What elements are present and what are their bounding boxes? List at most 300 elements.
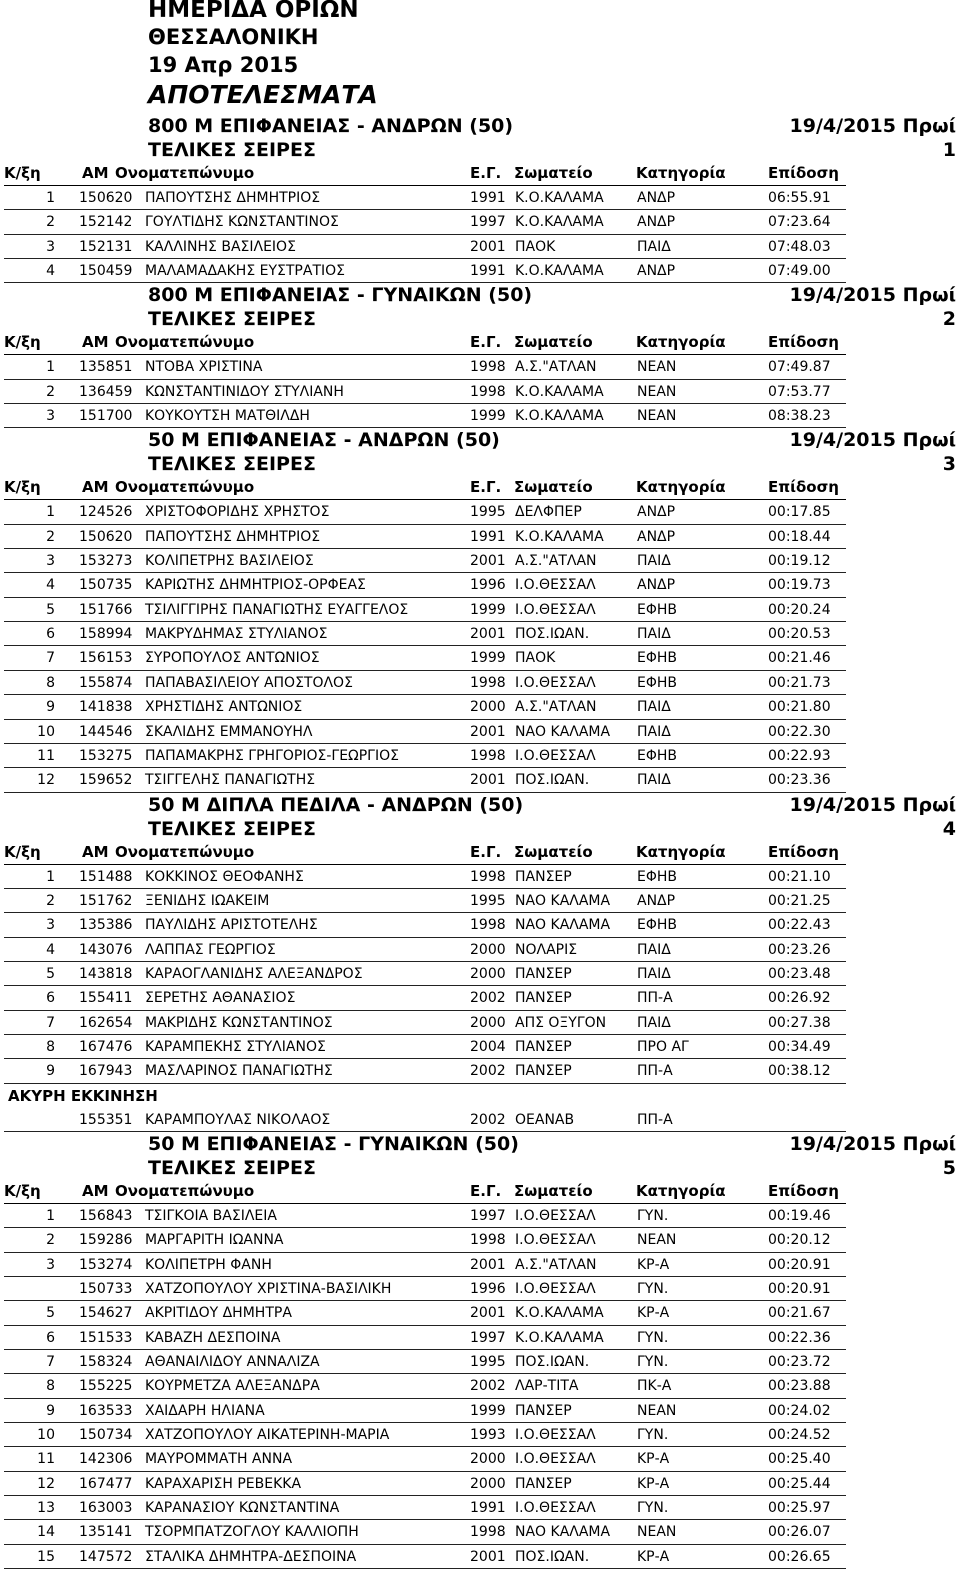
column-time: Επίδοση bbox=[768, 333, 839, 352]
result-row bbox=[0, 695, 960, 719]
cell-club: ΠΑΝΣΕΡ bbox=[515, 990, 572, 1007]
result-row bbox=[0, 1350, 960, 1374]
cell-rank: 12 bbox=[37, 1475, 55, 1492]
cell-rank: 13 bbox=[37, 1500, 55, 1517]
event-subtitle: ΤΕΛΙΚΕΣ ΣΕΙΡΕΣ bbox=[148, 308, 316, 331]
event-number: 2 bbox=[942, 308, 956, 331]
column-category: Κατηγορία bbox=[636, 164, 726, 182]
cell-category: ΚΡ-Α bbox=[637, 1475, 670, 1492]
cell-rank: 6 bbox=[46, 1329, 55, 1346]
cell-club: Κ.Ο.ΚΑΛΑΜΑ bbox=[515, 383, 604, 400]
cell-time: 00:24.52 bbox=[768, 1427, 831, 1444]
cell-time: 07:53.77 bbox=[768, 383, 831, 400]
cell-name: ΚΑΒΑΖΗ ΔΕΣΠΟΙΝΑ bbox=[145, 1329, 281, 1346]
cell-rank: 4 bbox=[46, 577, 55, 594]
cell-rank: 4 bbox=[46, 263, 55, 280]
cell-club: Ι.Ο.ΘΕΣΣΑΛ bbox=[515, 577, 596, 594]
column-club: Σωματείο bbox=[514, 1181, 593, 1200]
event-subtitle: ΤΕΛΙΚΕΣ ΣΕΙΡΕΣ bbox=[148, 1156, 316, 1179]
cell-name: ΧΡΙΣΤΟΦΟΡΙΔΗΣ ΧΡΗΣΤΟΣ bbox=[145, 504, 330, 521]
cell-category: ΝΕΑΝ bbox=[637, 408, 677, 425]
cell-time: 00:21.25 bbox=[768, 892, 831, 909]
cell-rank: 3 bbox=[46, 917, 55, 934]
cell-name: ΑΘΑΝΑΙΛΙΔΟΥ ΑΝΝΑΛΙΖΑ bbox=[145, 1354, 320, 1371]
cell-name: ΚΩΝΣΤΑΝΤΙΝΙΔΟΥ ΣΤΥΛΙΑΝΗ bbox=[145, 383, 344, 400]
cell-rank: 5 bbox=[46, 965, 55, 982]
cell-rank: 3 bbox=[46, 553, 55, 570]
cell-club: ΠΑΟΚ bbox=[515, 238, 556, 255]
cell-time: 00:26.65 bbox=[768, 1548, 831, 1565]
cell-club: Α.Σ."ΑΤΛΑΝ bbox=[515, 359, 597, 376]
cell-year: 2000 bbox=[470, 965, 506, 982]
result-row bbox=[0, 646, 960, 670]
column-year: Ε.Γ. bbox=[470, 333, 502, 352]
cell-am: 152142 bbox=[79, 214, 133, 231]
event-number: 1 bbox=[942, 139, 956, 161]
cell-club: Α.Σ."ΑΤΛΑΝ bbox=[515, 553, 597, 570]
cell-time: 00:18.44 bbox=[768, 528, 831, 545]
event-date: 19/4/2015 Πρωί bbox=[789, 1132, 956, 1155]
cell-club: ΝΑΟ ΚΑΛΑΜΑ bbox=[515, 917, 611, 934]
cell-category: ΓΥΝ. bbox=[637, 1329, 669, 1346]
cell-category: ΕΦΗΒ bbox=[637, 601, 677, 618]
cell-year: 2001 bbox=[470, 772, 506, 789]
column-header bbox=[4, 476, 846, 500]
cell-year: 1995 bbox=[470, 504, 506, 521]
cell-rank: 1 bbox=[46, 504, 55, 521]
cell-rank: 1 bbox=[46, 190, 55, 206]
column-time: Επίδοση bbox=[768, 1181, 839, 1200]
cell-year: 1991 bbox=[470, 263, 506, 280]
cell-am: 151488 bbox=[79, 868, 133, 885]
cell-time: 00:38.12 bbox=[768, 1063, 831, 1080]
cell-category: ΑΝΔΡ bbox=[637, 190, 676, 206]
cell-year: 2001 bbox=[470, 553, 506, 570]
cell-category: ΠΡΟ ΑΓ bbox=[637, 1038, 689, 1055]
cell-club: Κ.Ο.ΚΑΛΑΜΑ bbox=[515, 1329, 604, 1346]
cell-rank: 1 bbox=[46, 359, 55, 376]
cell-club: Ι.Ο.ΘΕΣΣΑΛ bbox=[515, 1427, 596, 1444]
cell-am: 150620 bbox=[79, 528, 133, 545]
result-row bbox=[0, 1472, 960, 1496]
cell-time: 00:34.49 bbox=[768, 1038, 831, 1055]
result-row bbox=[0, 355, 960, 379]
cell-club: Κ.Ο.ΚΑΛΑΜΑ bbox=[515, 263, 604, 280]
result-row bbox=[0, 720, 960, 744]
cell-name: ΚΑΡΑΝΑΣΙΟΥ ΚΩΝΣΤΑΝΤΙΝΑ bbox=[145, 1500, 340, 1517]
column-time: Επίδοση bbox=[768, 478, 839, 497]
result-row bbox=[0, 1520, 960, 1544]
result-row bbox=[0, 622, 960, 646]
cell-time: 00:17.85 bbox=[768, 504, 831, 521]
result-row bbox=[0, 986, 960, 1010]
cell-rank: 7 bbox=[46, 1014, 55, 1031]
cell-name: ΜΑΣΛΑΡΙΝΟΣ ΠΑΝΑΓΙΩΤΗΣ bbox=[145, 1063, 333, 1080]
cell-am: 155411 bbox=[79, 990, 133, 1007]
cell-rank: 10 bbox=[37, 1427, 55, 1444]
city-label: ΘΕΣΣΑΛΟΝΙΚΗ bbox=[148, 25, 319, 49]
cell-am: 147572 bbox=[79, 1548, 133, 1565]
cell-club: ΠΑΝΣΕΡ bbox=[515, 1475, 572, 1492]
column-header bbox=[4, 1180, 846, 1204]
cell-name: ΚΑΡΑΟΓΛΑΝΙΔΗΣ ΑΛΕΞΑΝΔΡΟΣ bbox=[145, 965, 363, 982]
cell-category: ΕΦΗΒ bbox=[637, 747, 677, 764]
cell-category: ΕΦΗΒ bbox=[637, 674, 677, 691]
result-row bbox=[0, 938, 960, 962]
cell-rank: 8 bbox=[46, 1038, 55, 1055]
cell-year: 1996 bbox=[470, 577, 506, 594]
cell-name: ΠΑΠΟΥΤΣΗΣ ΔΗΜΗΤΡΙΟΣ bbox=[145, 190, 321, 206]
result-row bbox=[0, 1399, 960, 1423]
cell-name: ΤΣΙΓΓΕΛΗΣ ΠΑΝΑΓΙΩΤΗΣ bbox=[145, 772, 316, 789]
event-block bbox=[0, 114, 960, 283]
column-am: ΑΜ bbox=[82, 842, 109, 861]
cell-name: ΠΑΠΟΥΤΣΗΣ ΔΗΜΗΤΡΙΟΣ bbox=[145, 528, 321, 545]
cell-club: ΝΑΟ ΚΑΛΑΜΑ bbox=[515, 892, 611, 909]
cell-rank: 15 bbox=[37, 1548, 55, 1565]
cell-year: 1998 bbox=[470, 359, 506, 376]
cell-category: ΠΑΙΔ bbox=[637, 238, 671, 255]
event-title: 50 Μ ΕΠΙΦΑΝΕΙΑΣ - ΑΝΔΡΩΝ (50) bbox=[148, 429, 500, 452]
cell-category: ΝΕΑΝ bbox=[637, 383, 677, 400]
cell-club: Κ.Ο.ΚΑΛΑΜΑ bbox=[515, 408, 604, 425]
cell-year: 2001 bbox=[470, 723, 506, 740]
cell-year: 1997 bbox=[470, 1329, 506, 1346]
column-rank: Κ/ξη bbox=[4, 842, 41, 861]
cell-year: 1991 bbox=[470, 1500, 506, 1517]
cell-name: ΧΑΙΔΑΡΗ ΗΛΙΑΝΑ bbox=[145, 1402, 265, 1419]
cell-am: 151700 bbox=[79, 408, 133, 425]
column-year: Ε.Γ. bbox=[470, 164, 502, 182]
cell-rank: 5 bbox=[46, 1305, 55, 1322]
column-name: Ονοματεπώνυμο bbox=[115, 1181, 255, 1200]
cell-year: 1998 bbox=[470, 868, 506, 885]
cell-club: ΝΑΟ ΚΑΛΑΜΑ bbox=[515, 1524, 611, 1541]
cell-category: ΚΡ-Α bbox=[637, 1256, 670, 1273]
cell-category: ΠΚ-Α bbox=[637, 1378, 672, 1395]
cell-category: ΕΦΗΒ bbox=[637, 917, 677, 934]
cell-year: 2000 bbox=[470, 941, 506, 958]
column-year: Ε.Γ. bbox=[470, 842, 502, 861]
cell-am: 167477 bbox=[79, 1475, 133, 1492]
column-rank: Κ/ξη bbox=[4, 164, 41, 182]
cell-name: ΞΕΝΙΔΗΣ ΙΩΑΚΕΙΜ bbox=[145, 892, 270, 909]
cell-name: ΚΑΡΙΩΤΗΣ ΔΗΜΗΤΡΙΟΣ-ΟΡΦΕΑΣ bbox=[145, 577, 366, 594]
cell-category: ΠΑΙΔ bbox=[637, 772, 671, 789]
cell-time: 00:23.48 bbox=[768, 965, 831, 982]
cell-am: 163533 bbox=[79, 1402, 133, 1419]
cell-category: ΝΕΑΝ bbox=[637, 359, 677, 376]
result-row bbox=[0, 235, 960, 259]
cell-category: ΚΡ-Α bbox=[637, 1305, 670, 1322]
cell-name: ΠΑΠΑΒΑΣΙΛΕΙΟΥ ΑΠΟΣΤΟΛΟΣ bbox=[145, 674, 353, 691]
result-row bbox=[0, 525, 960, 549]
event-block bbox=[0, 793, 960, 1132]
cell-category: ΑΝΔΡ bbox=[637, 577, 676, 594]
cell-rank: 2 bbox=[46, 528, 55, 545]
cell-club: ΠΑΝΣΕΡ bbox=[515, 1038, 572, 1055]
cell-time: 00:21.80 bbox=[768, 699, 831, 716]
cell-time: 08:38.23 bbox=[768, 408, 831, 425]
cell-year: 2002 bbox=[470, 1111, 506, 1128]
cell-year: 1997 bbox=[470, 214, 506, 231]
cell-name: ΝΤΟΒΑ ΧΡΙΣΤΙΝΑ bbox=[145, 359, 263, 376]
cell-year: 2000 bbox=[470, 699, 506, 716]
cell-club: Κ.Ο.ΚΑΛΑΜΑ bbox=[515, 1305, 604, 1322]
event-note-line bbox=[0, 1084, 960, 1108]
result-row bbox=[0, 404, 960, 428]
cell-name: ΤΣΟΡΜΠΑΤΖΟΓΛΟΥ ΚΑΛΛΙΟΠΗ bbox=[145, 1524, 359, 1541]
cell-am: 150733 bbox=[79, 1281, 133, 1297]
cell-rank: 1 bbox=[46, 868, 55, 885]
cell-am: 135386 bbox=[79, 917, 133, 934]
results-heading: ΑΠΟΤΕΛΕΣΜΑΤΑ bbox=[148, 80, 378, 109]
cell-rank: 8 bbox=[46, 1378, 55, 1395]
cell-am: 152131 bbox=[79, 238, 133, 255]
result-row bbox=[0, 573, 960, 597]
cell-rank: 14 bbox=[37, 1524, 55, 1541]
cell-club: Κ.Ο.ΚΑΛΑΜΑ bbox=[515, 528, 604, 545]
cell-time: 00:20.91 bbox=[768, 1281, 831, 1297]
cell-category: ΝΕΑΝ bbox=[637, 1524, 677, 1541]
event-subtitle: ΤΕΛΙΚΕΣ ΣΕΙΡΕΣ bbox=[148, 139, 316, 161]
cell-year: 2001 bbox=[470, 626, 506, 643]
cell-am: 150459 bbox=[79, 263, 133, 280]
event-number: 3 bbox=[942, 453, 956, 476]
result-row bbox=[0, 1035, 960, 1059]
cell-year: 1998 bbox=[470, 383, 506, 400]
cell-year: 2000 bbox=[470, 1475, 506, 1492]
result-row bbox=[0, 500, 960, 524]
cell-year: 1997 bbox=[470, 1207, 506, 1224]
cell-am: 150734 bbox=[79, 1427, 133, 1444]
cell-category: ΑΝΔΡ bbox=[637, 528, 676, 545]
cell-category: ΠΑΙΔ bbox=[637, 626, 671, 643]
column-club: Σωματείο bbox=[514, 478, 593, 497]
cell-name: ΚΟΛΙΠΕΤΡΗ ΦΑΝΗ bbox=[145, 1256, 272, 1273]
cell-rank: 6 bbox=[46, 990, 55, 1007]
column-rank: Κ/ξη bbox=[4, 333, 41, 352]
cell-am: 156153 bbox=[79, 650, 133, 667]
event-subtitle-line bbox=[0, 817, 960, 841]
cell-rank: 9 bbox=[46, 1402, 55, 1419]
event-number: 4 bbox=[942, 817, 956, 840]
cell-name: ΤΣΙΓΚΟΙΑ ΒΑΣΙΛΕΙΑ bbox=[145, 1207, 277, 1224]
cell-time: 06:55.91 bbox=[768, 190, 831, 206]
column-time: Επίδοση bbox=[768, 842, 839, 861]
result-row bbox=[0, 1326, 960, 1350]
column-header bbox=[4, 331, 846, 355]
cell-time: 07:23.64 bbox=[768, 214, 831, 231]
event-date: 19/4/2015 Πρωί bbox=[789, 284, 956, 307]
cell-am: 143076 bbox=[79, 941, 133, 958]
result-row bbox=[0, 744, 960, 768]
cell-club: ΠΑΟΚ bbox=[515, 650, 556, 667]
result-row bbox=[0, 1545, 960, 1569]
cell-club: Ι.Ο.ΘΕΣΣΑΛ bbox=[515, 601, 596, 618]
cell-am: 142306 bbox=[79, 1451, 133, 1468]
cell-name: ΜΑΥΡΟΜΜΑΤΗ ΑΝΝΑ bbox=[145, 1451, 293, 1468]
column-category: Κατηγορία bbox=[636, 478, 726, 497]
cell-category: ΑΝΔΡ bbox=[637, 504, 676, 521]
events-container bbox=[0, 114, 960, 1569]
cell-am: 135141 bbox=[79, 1524, 133, 1541]
cell-year: 2002 bbox=[470, 1378, 506, 1395]
cell-club: ΠΑΝΣΕΡ bbox=[515, 1063, 572, 1080]
cell-time: 00:24.02 bbox=[768, 1402, 831, 1419]
cell-year: 1998 bbox=[470, 747, 506, 764]
cell-am: 150735 bbox=[79, 577, 133, 594]
cell-am: 153273 bbox=[79, 553, 133, 570]
column-category: Κατηγορία bbox=[636, 333, 726, 352]
cell-category: ΠΑΙΔ bbox=[637, 1014, 671, 1031]
event-subtitle-line bbox=[0, 452, 960, 476]
column-header bbox=[4, 162, 846, 186]
cell-club: ΠΟΣ.ΙΩΑΝ. bbox=[515, 626, 590, 643]
document-title: ΗΜΕΡΙΔΑ ΟΡΙΩΝ bbox=[148, 0, 359, 23]
cell-rank: 3 bbox=[46, 408, 55, 425]
cell-club: Α.Σ."ΑΤΛΑΝ bbox=[515, 699, 597, 716]
column-am: ΑΜ bbox=[82, 1181, 109, 1200]
cell-time: 00:22.43 bbox=[768, 917, 831, 934]
cell-am: 155351 bbox=[79, 1111, 133, 1128]
column-club: Σωματείο bbox=[514, 164, 593, 182]
cell-year: 1991 bbox=[470, 528, 506, 545]
cell-rank: 2 bbox=[46, 892, 55, 909]
cell-name: ΤΣΙΛΙΓΓΙΡΗΣ ΠΑΝΑΓΙΩΤΗΣ ΕΥΑΓΓΕΛΟΣ bbox=[145, 601, 409, 618]
cell-time: 00:25.40 bbox=[768, 1451, 831, 1468]
cell-year: 2001 bbox=[470, 1305, 506, 1322]
cell-time: 00:19.12 bbox=[768, 553, 831, 570]
cell-category: ΑΝΔΡ bbox=[637, 214, 676, 231]
event-subtitle: ΤΕΛΙΚΕΣ ΣΕΙΡΕΣ bbox=[148, 453, 316, 476]
cell-club: ΝΑΟ ΚΑΛΑΜΑ bbox=[515, 723, 611, 740]
cell-rank: 11 bbox=[37, 747, 55, 764]
column-rank: Κ/ξη bbox=[4, 1181, 41, 1200]
cell-year: 1999 bbox=[470, 1402, 506, 1419]
event-title: 800 Μ ΕΠΙΦΑΝΕΙΑΣ - ΑΝΔΡΩΝ (50) bbox=[148, 115, 514, 137]
cell-rank: 9 bbox=[46, 1063, 55, 1080]
cell-am: 159286 bbox=[79, 1232, 133, 1249]
cell-am: 143818 bbox=[79, 965, 133, 982]
cell-category: ΑΝΔΡ bbox=[637, 892, 676, 909]
result-row bbox=[0, 913, 960, 937]
cell-year: 1991 bbox=[470, 190, 506, 206]
cell-club: Κ.Ο.ΚΑΛΑΜΑ bbox=[515, 190, 604, 206]
event-title-line bbox=[0, 1132, 960, 1156]
cell-year: 1998 bbox=[470, 917, 506, 934]
cell-name: ΜΑΚΡΥΔΗΜΑΣ ΣΤΥΛΙΑΝΟΣ bbox=[145, 626, 328, 643]
cell-am: 135851 bbox=[79, 359, 133, 376]
result-row bbox=[0, 380, 960, 404]
cell-am: 154627 bbox=[79, 1305, 133, 1322]
cell-time: 07:49.87 bbox=[768, 359, 831, 376]
date-label: 19 Απρ 2015 bbox=[148, 53, 299, 77]
event-title: 50 Μ ΔΙΠΛΑ ΠΕΔΙΛΑ - ΑΝΔΡΩΝ (50) bbox=[148, 793, 524, 816]
cell-club: Ι.Ο.ΘΕΣΣΑΛ bbox=[515, 1500, 596, 1517]
cell-year: 2000 bbox=[470, 1451, 506, 1468]
cell-category: ΠΠ-Α bbox=[637, 1111, 673, 1128]
result-row bbox=[0, 865, 960, 889]
column-am: ΑΜ bbox=[82, 164, 109, 182]
column-name: Ονοματεπώνυμο bbox=[115, 478, 255, 497]
cell-time: 00:22.30 bbox=[768, 723, 831, 740]
cell-am: 163003 bbox=[79, 1500, 133, 1517]
cell-club: Ι.Ο.ΘΕΣΣΑΛ bbox=[515, 674, 596, 691]
cell-category: ΠΑΙΔ bbox=[637, 941, 671, 958]
event-date: 19/4/2015 Πρωί bbox=[789, 429, 956, 452]
cell-club: ΠΟΣ.ΙΩΑΝ. bbox=[515, 1548, 590, 1565]
cell-time: 07:49.00 bbox=[768, 263, 831, 280]
cell-am: 124526 bbox=[79, 504, 133, 521]
cell-club: Κ.Ο.ΚΑΛΑΜΑ bbox=[515, 214, 604, 231]
result-row bbox=[0, 1204, 960, 1228]
cell-am: 153274 bbox=[79, 1256, 133, 1273]
column-am: ΑΜ bbox=[82, 478, 109, 497]
cell-year: 1993 bbox=[470, 1427, 506, 1444]
cell-rank: 10 bbox=[37, 723, 55, 740]
column-name: Ονοματεπώνυμο bbox=[115, 333, 255, 352]
result-row bbox=[0, 1228, 960, 1252]
result-row bbox=[0, 889, 960, 913]
cell-rank: 3 bbox=[46, 1256, 55, 1273]
cell-club: Ι.Ο.ΘΕΣΣΑΛ bbox=[515, 1207, 596, 1224]
cell-year: 1998 bbox=[470, 674, 506, 691]
column-rank: Κ/ξη bbox=[4, 478, 41, 497]
cell-am: 167943 bbox=[79, 1063, 133, 1080]
column-club: Σωματείο bbox=[514, 333, 593, 352]
cell-club: ΟΕΑΝΑΒ bbox=[515, 1111, 575, 1128]
cell-rank: 4 bbox=[46, 941, 55, 958]
cell-time: 00:22.93 bbox=[768, 747, 831, 764]
cell-name: ΚΑΡΑΧΑΡΙΣΗ ΡΕΒΕΚΚΑ bbox=[145, 1475, 302, 1492]
event-subtitle-line bbox=[0, 307, 960, 331]
cell-time: 00:19.73 bbox=[768, 577, 831, 594]
event-title-line bbox=[0, 114, 960, 138]
cell-rank: 5 bbox=[46, 601, 55, 618]
cell-time: 00:21.73 bbox=[768, 674, 831, 691]
cell-am: 153275 bbox=[79, 747, 133, 764]
event-title-line bbox=[0, 283, 960, 307]
cell-name: ΜΑΛΑΜΑΔΑΚΗΣ ΕΥΣΤΡΑΤΙΟΣ bbox=[145, 263, 345, 280]
event-note: ΑΚΥΡΗ ΕΚΚΙΝΗΣΗ bbox=[8, 1086, 158, 1105]
result-row bbox=[0, 1108, 960, 1132]
cell-name: ΣΕΡΕΤΗΣ ΑΘΑΝΑΣΙΟΣ bbox=[145, 990, 296, 1007]
event-title: 50 Μ ΕΠΙΦΑΝΕΙΑΣ - ΓΥΝΑΙΚΩΝ (50) bbox=[148, 1132, 519, 1155]
cell-am: 155874 bbox=[79, 674, 133, 691]
cell-rank: 8 bbox=[46, 674, 55, 691]
event-title-line bbox=[0, 793, 960, 817]
result-row bbox=[0, 1423, 960, 1447]
cell-rank: 3 bbox=[46, 238, 55, 255]
cell-name: ΚΑΛΛΙΝΗΣ ΒΑΣΙΛΕΙΟΣ bbox=[145, 238, 296, 255]
cell-name: ΚΑΡΑΜΠΕΚΗΣ ΣΤΥΛΙΑΝΟΣ bbox=[145, 1038, 326, 1055]
cell-rank: 11 bbox=[37, 1451, 55, 1468]
cell-year: 2000 bbox=[470, 1014, 506, 1031]
cell-time: 00:23.72 bbox=[768, 1354, 831, 1371]
cell-year: 2002 bbox=[470, 990, 506, 1007]
cell-am: 151762 bbox=[79, 892, 133, 909]
cell-name: ΜΑΡΓΑΡΙΤΗ ΙΩΑΝΝΑ bbox=[145, 1232, 284, 1249]
event-subtitle-line bbox=[0, 1156, 960, 1180]
column-club: Σωματείο bbox=[514, 842, 593, 861]
result-row bbox=[0, 768, 960, 792]
cell-name: ΧΡΗΣΤΙΔΗΣ ΑΝΤΩΝΙΟΣ bbox=[145, 699, 303, 716]
cell-year: 1996 bbox=[470, 1281, 506, 1297]
cell-rank: 7 bbox=[46, 1354, 55, 1371]
cell-time: 00:20.12 bbox=[768, 1232, 831, 1249]
column-category: Κατηγορία bbox=[636, 842, 726, 861]
